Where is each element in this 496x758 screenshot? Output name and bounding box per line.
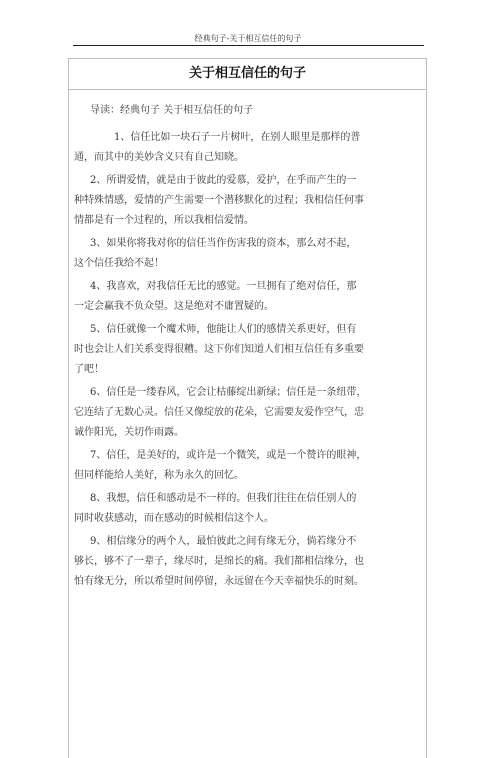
paragraph-line: 5、信任就像一个魔术师，他能让人们的感情关系更好，但有 xyxy=(90,324,357,335)
paragraph-line: 种特殊情感，爱情的产生需要一个潜移默化的过程；我相信任何事 xyxy=(74,195,364,206)
paragraph-line: 同时收获感动，而在感动的时候相信这个人。 xyxy=(74,513,274,524)
paragraph xyxy=(74,171,424,231)
paragraph-line: 8、我想，信任和感动是不一样的。但我们往往在信任别人的 xyxy=(90,493,357,504)
paragraph-line: 通，而其中的美妙含义只有自己知晓。 xyxy=(74,152,244,163)
paragraph-line: 时也会让人们关系变得很糟。这下你们知道人们相互信任有多重要 xyxy=(74,344,364,355)
paragraph-line: 但同样能给人美好，称为永久的回忆。 xyxy=(74,470,244,481)
intro-text: 导读：经典句子 关于相互信任的句子 xyxy=(90,105,254,116)
paragraph-line: 3、如果你将我对你的信任当作伤害我的资本，那么对不起， xyxy=(90,238,357,249)
paragraph-line: 诚作阳光，关切作雨露。 xyxy=(74,427,184,438)
paragraph-line: 一定会赢我不负众望。这是绝对不庸置疑的。 xyxy=(74,301,274,312)
paragraph-line: 9、相信缘分的两个人，最怕彼此之间有缘无分，倘若缘分不 xyxy=(90,536,357,547)
paragraph-line: 怕有缘无分，所以希望时间停留，永远留在今天幸福快乐的时刻。 xyxy=(74,576,364,587)
header-rule xyxy=(73,45,424,46)
paragraph xyxy=(74,320,424,380)
paragraph-line: 情都是有一个过程的，所以我相信爱情。 xyxy=(74,215,254,226)
paragraph xyxy=(74,489,424,529)
paragraph xyxy=(74,277,424,317)
paragraph-line: 它连结了无数心灵。信任又像绽放的花朵，它需要友爱作空气，忠 xyxy=(74,407,364,418)
document-title: 关于相互信任的句子 xyxy=(188,66,306,81)
paragraph-line: 了吧！ xyxy=(74,364,104,375)
paragraph-line: 够长，够不了一辈子，缘尽时，是绵长的痛。我们都相信缘分，也 xyxy=(74,556,364,567)
paragraph-line: 2、所谓爱情，就是由于彼此的爱慕，爱护，在乎而产生的一 xyxy=(90,175,357,186)
running-header: 经典句子-关于相互信任的句子 xyxy=(194,34,302,43)
paragraph xyxy=(74,128,424,168)
paragraph xyxy=(74,234,424,274)
paragraph xyxy=(74,532,424,592)
paragraph-line: 7、信任，是美好的，或许是一个微笑，或是一个赞许的眼神， xyxy=(90,450,367,461)
paragraph-line: 4、我喜欢，对我信任无比的感觉。一旦拥有了绝对信任，那 xyxy=(90,281,357,292)
paragraph xyxy=(74,446,424,486)
paragraph-line: 这个信任我给不起！ xyxy=(74,258,164,269)
paragraph-line: 6、信任是一缕春风，它会让枯藤绽出新绿；信任是一条纽带， xyxy=(90,387,367,398)
paragraph xyxy=(74,383,424,443)
paragraph-line: 1、信任比如一块石子一片树叶，在别人眼里是那样的普 xyxy=(114,132,361,143)
title-divider xyxy=(68,89,427,90)
